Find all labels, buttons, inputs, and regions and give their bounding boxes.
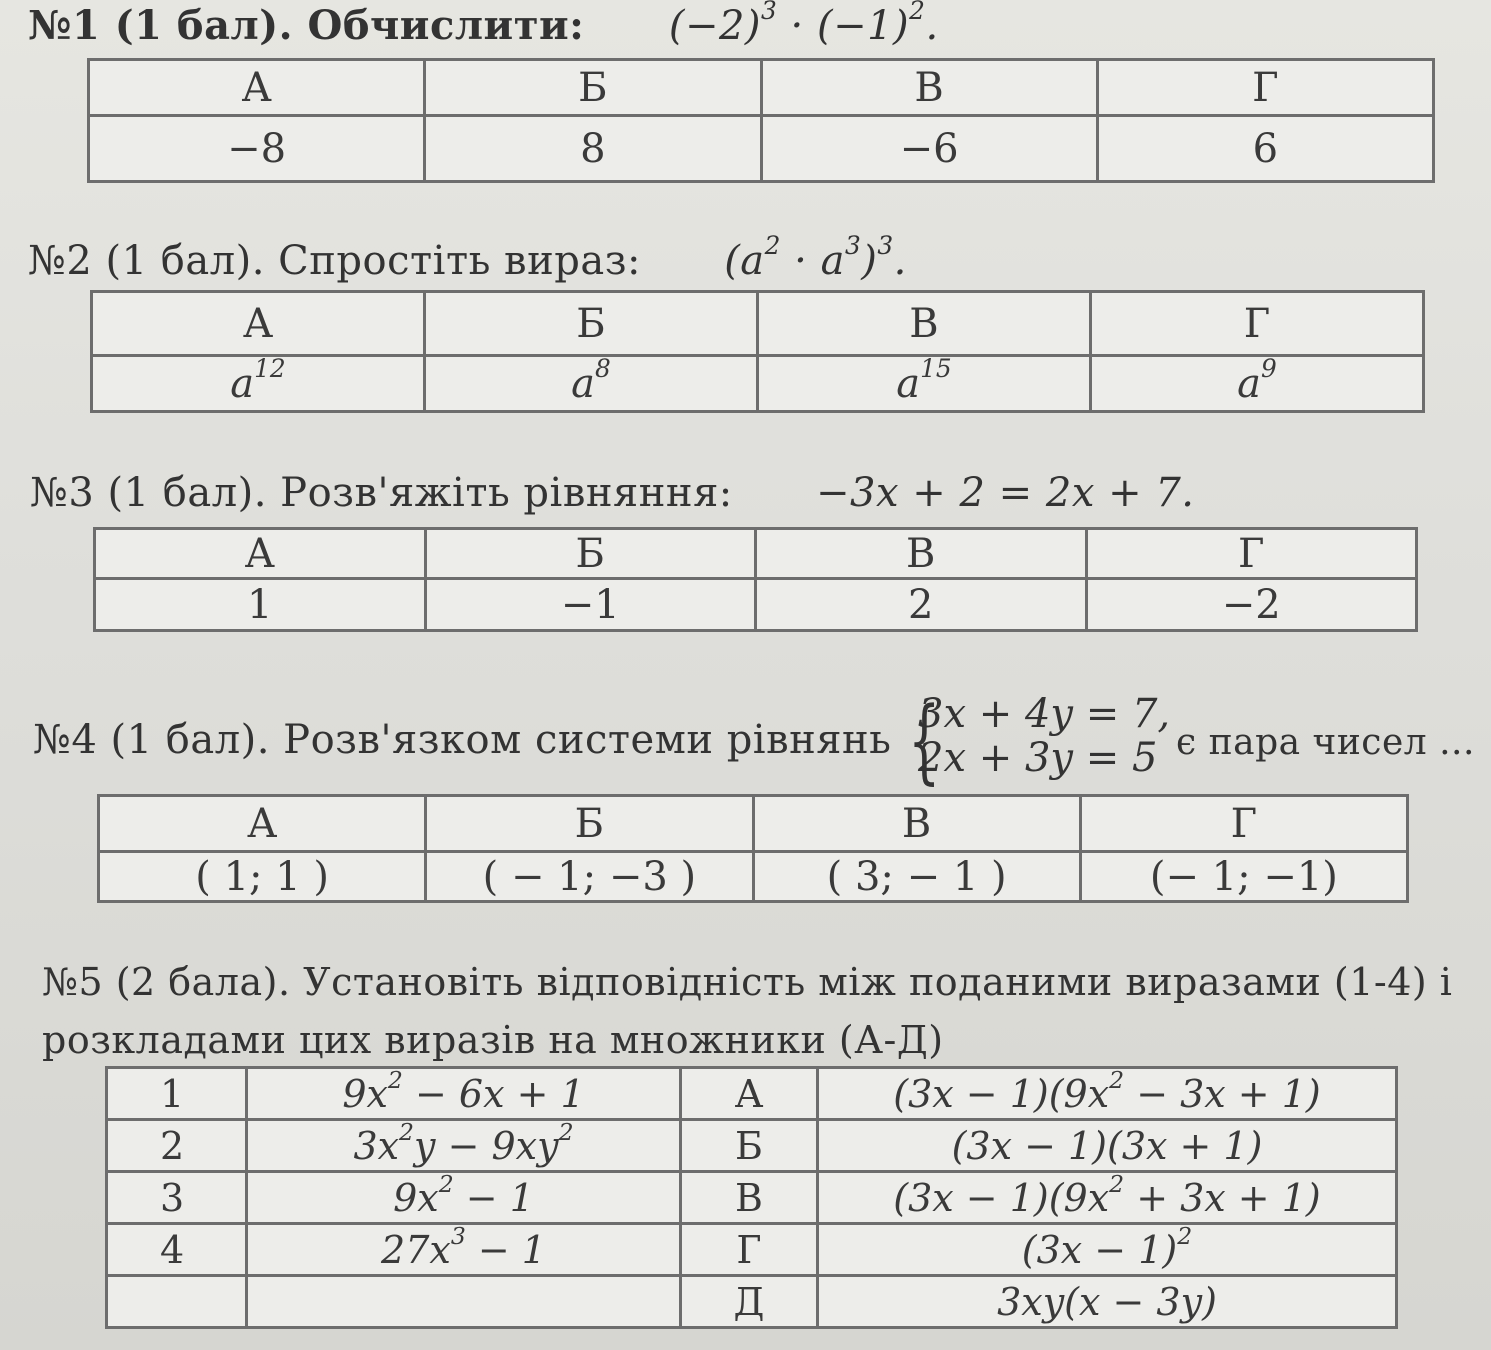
task3-header-1: Б xyxy=(425,529,756,579)
task4-value-0: ( 1; 1 ) xyxy=(99,852,426,902)
task1-header-0: А xyxy=(89,60,425,116)
task1-answer-table xyxy=(87,58,1435,183)
task3-header-row xyxy=(95,529,1417,579)
task2-value-2: $a^{15}$ xyxy=(758,356,1091,412)
task2-label: №2 (1 бал). Спростіть вираз: xyxy=(28,238,641,284)
task4-system xyxy=(918,692,1170,780)
task4-value-row xyxy=(99,852,1408,902)
task4-value-1: ( − 1; −3 ) xyxy=(426,852,753,902)
task5-row-4 xyxy=(107,1276,1397,1328)
task5-row-3 xyxy=(107,1224,1397,1276)
task5-title-line2: розкладами цих виразів на множники (А-Д) xyxy=(42,1018,944,1062)
task1-header-3: Г xyxy=(1097,60,1433,116)
task4-equation-2: 2x + 3y = 5 xyxy=(918,735,1158,781)
task2-header-row xyxy=(92,292,1424,356)
task4-equation-1: 3x + 4y = 7, xyxy=(918,691,1171,737)
task5-row-0 xyxy=(107,1068,1397,1120)
task5-row-1 xyxy=(107,1120,1397,1172)
task1-label: №1 (1 бал). Обчислити: xyxy=(28,2,585,49)
task4-tail: є пара чисел ... xyxy=(1176,722,1475,763)
task1-header-row xyxy=(89,60,1434,116)
task2-value-1: $a^8$ xyxy=(425,356,758,412)
task5-factorization: $(3x - 1)(9x^2 - 3x + 1)$ xyxy=(818,1068,1397,1120)
task1-value-2: −6 xyxy=(761,116,1097,182)
task4-header-2: В xyxy=(753,796,1080,852)
task4-label: №4 (1 бал). Розв'язком системи рівнянь xyxy=(33,717,892,763)
task2-value-row xyxy=(92,356,1424,412)
task5-letter: Д xyxy=(681,1276,818,1328)
task5-row-2 xyxy=(107,1172,1397,1224)
task5-expression: $27x^3 - 1$ xyxy=(247,1224,681,1276)
task5-factorization: $(3x - 1)^2$ xyxy=(818,1224,1397,1276)
task5-expression: $3x^2y - 9xy^2$ xyxy=(247,1120,681,1172)
task5-row-number: 4 xyxy=(107,1224,247,1276)
task4-header-3: Г xyxy=(1080,796,1407,852)
task2-value-3: $a^9$ xyxy=(1091,356,1424,412)
task4-header-row xyxy=(99,796,1408,852)
task5-letter: В xyxy=(681,1172,818,1224)
task3-header-0: А xyxy=(95,529,426,579)
task5-factorization: 3xy(x − 3y) xyxy=(818,1276,1397,1328)
task5-matching-table xyxy=(105,1066,1398,1329)
task3-value-2: 2 xyxy=(756,579,1087,631)
task1-header-1: Б xyxy=(425,60,761,116)
task5-factorization: $(3x - 1)(9x^2 + 3x + 1)$ xyxy=(818,1172,1397,1224)
task1-value-0: −8 xyxy=(89,116,425,182)
task1-value-3: 6 xyxy=(1097,116,1433,182)
task5-row-number xyxy=(107,1276,247,1328)
task2-header-3: Г xyxy=(1091,292,1424,356)
task2-header-2: В xyxy=(758,292,1091,356)
task4-title xyxy=(33,717,891,763)
task4-header-1: Б xyxy=(426,796,753,852)
task2-answer-table xyxy=(90,290,1425,413)
task1-expression: $(-2)^3 \cdot (-1)^2$. xyxy=(668,0,939,49)
task1-value-1: 8 xyxy=(425,116,761,182)
task5-letter: А xyxy=(681,1068,818,1120)
task1-header-2: В xyxy=(761,60,1097,116)
task4-answer-table xyxy=(97,794,1409,903)
task3-answer-table xyxy=(93,527,1418,632)
task3-value-3: −2 xyxy=(1086,579,1417,631)
system-brace: { xyxy=(908,687,941,794)
task3-label: №3 (1 бал). Розв'яжіть рівняння: xyxy=(30,470,733,516)
task1-value-row xyxy=(89,116,1434,182)
task3-equation: −3x + 2 = 2x + 7. xyxy=(816,470,1195,516)
task5-expression xyxy=(247,1276,681,1328)
task3-value-1: −1 xyxy=(425,579,756,631)
task5-expression: $9x^2 - 1$ xyxy=(247,1172,681,1224)
task3-title xyxy=(30,470,1194,516)
task4-value-3: (− 1; −1) xyxy=(1080,852,1407,902)
task5-expression: $9x^2 - 6x + 1$ xyxy=(247,1068,681,1120)
task5-row-number: 1 xyxy=(107,1068,247,1120)
task5-title-line1: №5 (2 бала). Установіть відповідність між поданими виразами (1-4) і xyxy=(42,960,1453,1004)
task5-row-number: 2 xyxy=(107,1120,247,1172)
task3-header-2: В xyxy=(756,529,1087,579)
task5-factorization: (3x − 1)(3x + 1) xyxy=(818,1120,1397,1172)
task4-value-2: ( 3; − 1 ) xyxy=(753,852,1080,902)
task5-letter: Г xyxy=(681,1224,818,1276)
task2-header-0: А xyxy=(92,292,425,356)
task5-row-number: 3 xyxy=(107,1172,247,1224)
task2-expression: $(a^2 \cdot a^3)^3$. xyxy=(724,231,907,284)
task3-header-3: Г xyxy=(1086,529,1417,579)
task2-header-1: Б xyxy=(425,292,758,356)
task2-title xyxy=(28,231,907,284)
task2-value-0: $a^{12}$ xyxy=(92,356,425,412)
task3-value-row xyxy=(95,579,1417,631)
task1-title xyxy=(28,2,939,49)
task3-value-0: 1 xyxy=(95,579,426,631)
task4-header-0: А xyxy=(99,796,426,852)
task5-letter: Б xyxy=(681,1120,818,1172)
